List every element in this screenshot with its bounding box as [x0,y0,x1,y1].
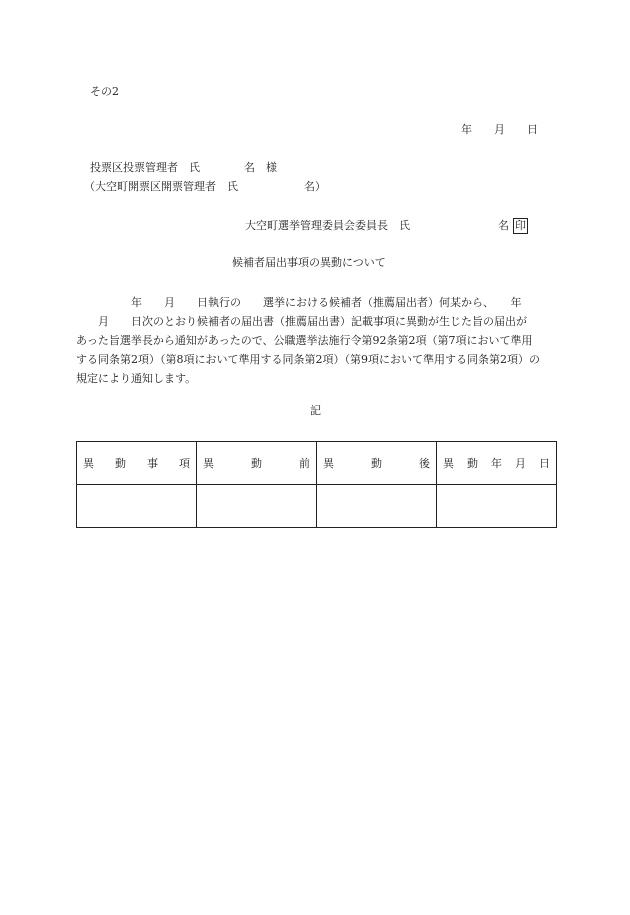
column-header-change-item [77,442,197,485]
header-char: 異 [443,457,454,470]
change-table [76,441,557,528]
table-cell [197,485,317,528]
document-title: 候補者届出事項の異動について [232,256,386,269]
header-char: 異 [203,457,214,470]
seal-mark: 印 [515,219,526,232]
sender-title: 大空町選挙管理委員会委員長 氏 名 [245,219,509,232]
body-line: 年 月 日執行の 選挙における候補者（推薦届出者）何某から、 年 [76,296,522,309]
header-char: 異 [323,457,334,470]
header-char: 月 [515,457,526,470]
table-cell [317,485,437,528]
addressee-line-2: （大空町開票区開票管理者 氏 名） [84,180,326,193]
header-char: 動 [251,457,262,470]
table-cell [437,485,557,528]
header-char: 異 [83,457,94,470]
table-header-row [77,442,557,485]
table-row [77,485,557,528]
header-char: 動 [371,457,382,470]
header-char: 動 [467,457,478,470]
header-char: 動 [115,457,126,470]
body-line: 規定により通知します。 [76,372,197,385]
body-paragraph [76,293,558,388]
column-header-after [317,442,437,485]
body-line: あった旨選挙長から通知があったので、公職選挙法施行令第92条第2項（第7項において準用 [76,334,533,347]
date-line: 年 月 日 [461,123,538,136]
sender-line [245,218,528,234]
header-char: 日 [539,457,550,470]
header-char: 後 [419,457,430,470]
header-char: 前 [299,457,310,470]
header-char: 年 [491,457,502,470]
header-char: 項 [179,457,190,470]
form-number: その2 [90,85,119,98]
column-header-change-date [437,442,557,485]
body-line: する同条第2項）（第8項において準用する同条第2項）（第9項において準用する同条第2項）の [76,353,540,366]
addressee-line-1: 投票区投票管理者 氏 名 様 [90,161,277,174]
record-label: 記 [310,404,321,417]
body-line: 月 日次のとおり候補者の届出書（推薦届出書）記載事項に異動が生じた旨の届出が [76,315,527,328]
column-header-before [197,442,317,485]
header-char: 事 [147,457,158,470]
table-cell [77,485,197,528]
